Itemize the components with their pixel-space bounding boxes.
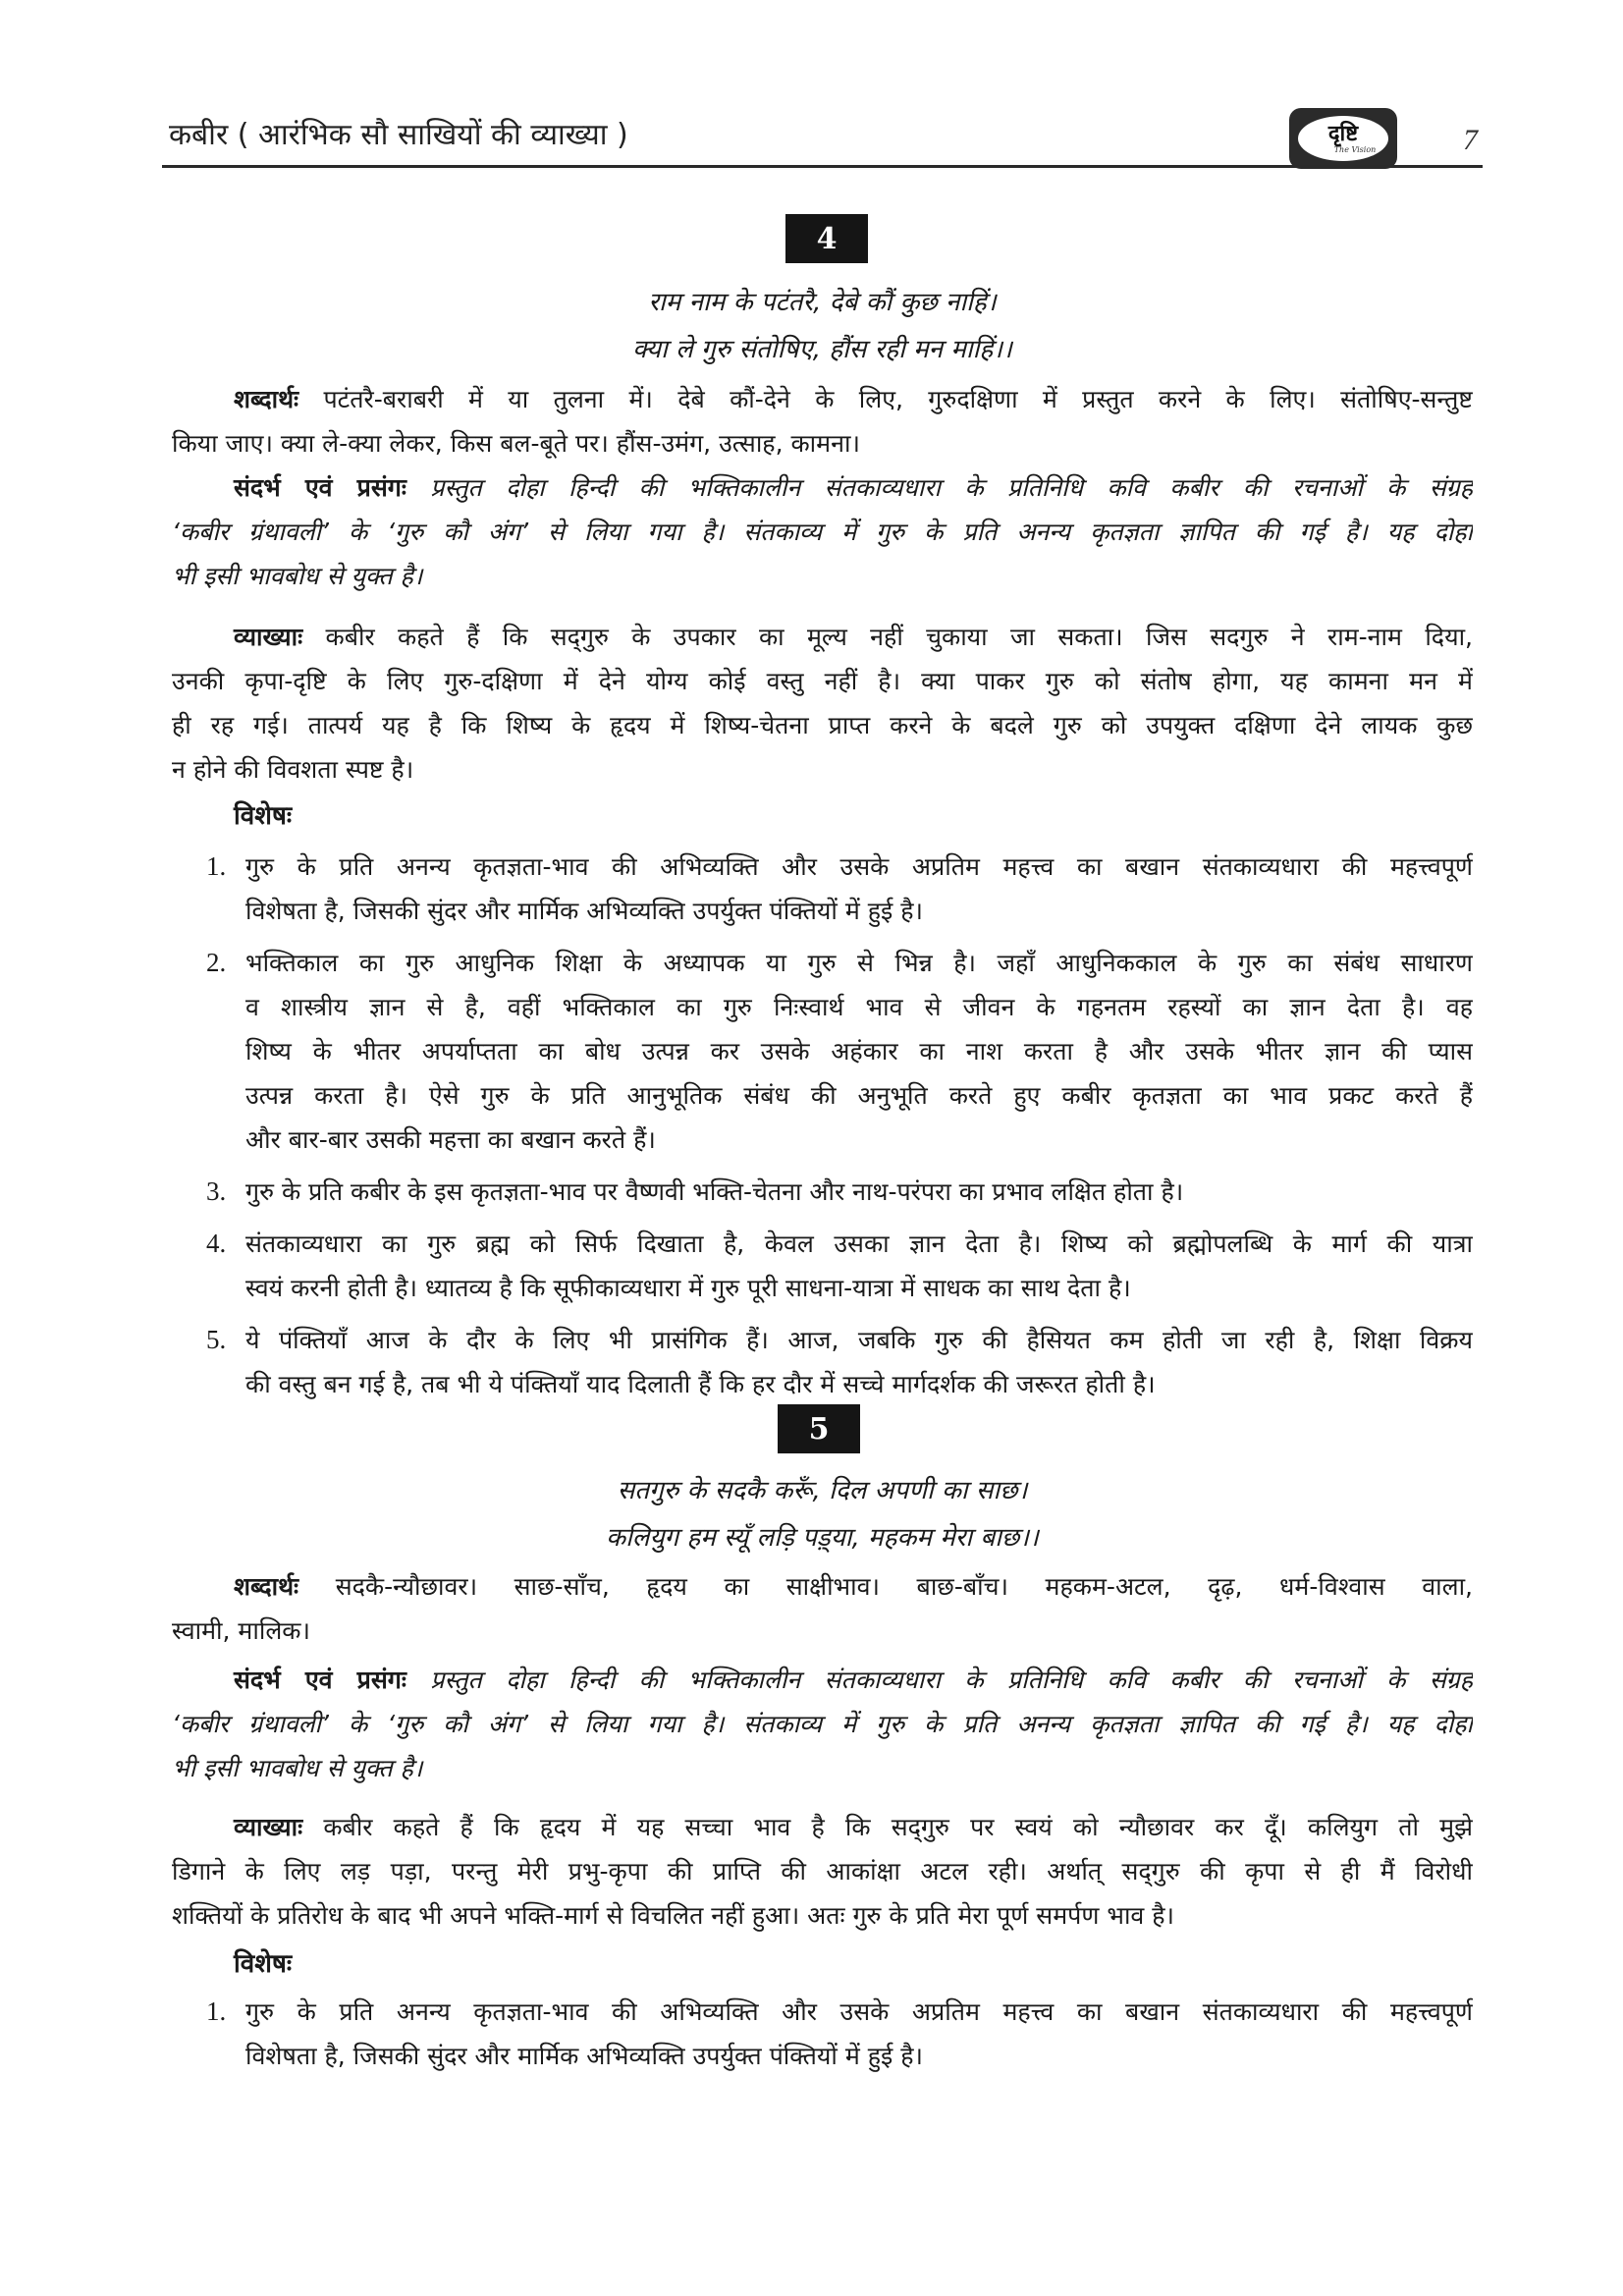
paragraph-line: शक्तियों के प्रतिरोध के बाद भी अपने भक्ति-मार्ग से विचलित नहीं हुआ। अतः गुरु के प्रति मेरा पूर्ण समर्पण भाव है। [172, 1901, 1175, 1930]
list-number: 1. [206, 1996, 227, 2026]
paragraph-line: ‘कबीर ग्रंथावली’ के ‘गुरु कौ अंग’ से लिया गया है। संतकाव्य में गुरु के प्रति अनन्य कृतज्ञता ज्ञापित की गई है। यह दोहा [172, 1710, 1473, 1738]
doha-couplet [162, 1467, 1483, 1561]
paragraph-line: व्याख्याः कबीर कहते हैं कि सद्‌गुरु के उपकार का मूल्य नहीं चुकाया जा सकता। जिस सदगुरु ने राम-नाम दिया, [234, 623, 1473, 651]
list-number: 5. [206, 1325, 227, 1354]
paragraph-line: न होने की विवशता स्पष्ट है। [172, 755, 414, 784]
list-item: 4. संतकाव्यधारा का गुरु ब्रह्म को सिर्फ दिखाता है, केवल उसका ज्ञान देता है। शिष्य को ब्रह्मोपलब्धि के मार्ग की यात्रा स्वयं करनी होती है। ध्यातव्य है कि सूफीकाव्यधारा में गुरु पूरी साधना-यात्रा में साधक का साथ देता है। [206, 1222, 1473, 1310]
paragraph-line: शब्दार्थः पटंतरै-बराबरी में या तुलना में। देबे कौं-देने के लिए, गुरुदक्षिणा में प्रस्तुत करने के लिए। संतोषिए-सन्तुष्ट [234, 385, 1473, 413]
vyakhya-paragraph [172, 615, 1473, 792]
shabdarth-paragraph [172, 1564, 1473, 1653]
doha-couplet [162, 279, 1483, 373]
paragraph-line: ‘कबीर ग्रंथावली’ के ‘गुरु कौ अंग’ से लिया गया है। संतकाव्य में गुरु के प्रति अनन्य कृतज्ञता ज्ञापित की गई है। यह दोहा [172, 518, 1473, 546]
page-number: 7 [1463, 124, 1478, 156]
logo-subtext: The Vision [1333, 144, 1377, 154]
publisher-logo [1289, 108, 1397, 169]
sandarbh-label: संदर्भ एवं प्रसंगः [234, 1666, 406, 1694]
list-item: 3. गुरु के प्रति कबीर के इस कृतज्ञता-भाव पर वैष्णवी भक्ति-चेतना और नाथ-परंपरा का प्रभाव लक्षित होता है। [206, 1170, 1473, 1214]
paragraph-line: व्याख्याः कबीर कहते हैं कि हृदय में यह सच्चा भाव है कि सद्‌गुरु पर स्वयं को न्यौछावर कर दूँ। कलियुग तो मुझे [234, 1813, 1473, 1841]
vishesh-list [206, 1990, 1473, 2086]
list-item: 2. भक्तिकाल का गुरु आधुनिक शिक्षा के अध्यापक या गुरु से भिन्न है। जहाँ आधुनिककाल के गुरु का संबंध साधारण व शास्त्रीय ज्ञान से है, वहीं भक्तिकाल का गुरु निःस्वार्थ भाव से जीवन के गहनतम रहस्यों का ज्ञान देता है। वह शिष्य के भीतर अपर्याप्तता का बोध उत्पन्न कर उसके अहंकार का नाश करता है और उसके भीतर ज्ञान की प्यास उत्पन्न करता है। ऐसे गुरु के प्रति आनुभूतिक संबंध की अनुभूति करते हुए कबीर कृतज्ञता का भाव प्रकट करते हैं और बार-बार उसकी महत्ता का बखान करते हैं। [206, 941, 1473, 1162]
list-item: 1. गुरु के प्रति अनन्य कृतज्ञता-भाव की अभिव्यक्ति और उसके अप्रतिम महत्त्व का बखान संतकाव्यधारा की महत्त्वपूर्ण विशेषता है, जिसकी सुंदर और मार्मिक अभिव्यक्ति उपर्युक्त पंक्तियों में हुई है। [206, 845, 1473, 933]
vyakhya-paragraph [172, 1805, 1473, 1938]
couplet-line: कलियुग हम स्यूँ लड़ि पड़्या, महकम मेरा बाछ।। [606, 1523, 1039, 1553]
list-item: 1. गुरु के प्रति अनन्य कृतज्ञता-भाव की अभिव्यक्ति और उसके अप्रतिम महत्त्व का बखान संतकाव्यधारा की महत्त्वपूर्ण विशेषता है, जिसकी सुंदर और मार्मिक अभिव्यक्ति उपर्युक्त पंक्तियों में हुई है। [206, 1990, 1473, 2078]
list-number: 1. [206, 851, 227, 881]
couplet-line: सतगुरु के सदकै करूँ, दिल अपणी का साछ। [617, 1476, 1028, 1505]
paragraph-line: शब्दार्थः सदकै-न्यौछावर। साछ-साँच, हृदय का साक्षीभाव। बाछ-बाँच। महकम-अटल, दृढ़, धर्म-विश्वास वाला, [234, 1572, 1473, 1601]
couplet-line: क्या ले गुरु संतोषिए, हौंस रही मन माहिं।। [632, 335, 1012, 364]
running-header-title: कबीर ( आरंभिक सौ साखियों की व्याख्या ) [169, 118, 628, 152]
vishesh-list [206, 845, 1473, 1414]
sandarbh-paragraph [172, 1658, 1473, 1790]
vishesh-heading: विशेषः [234, 1949, 293, 1979]
sandarbh-label: संदर्भ एवं प्रसंगः [234, 473, 406, 502]
paragraph-line: स्वामी, मालिक। [172, 1616, 310, 1645]
header-divider [162, 165, 1483, 168]
shabdarth-label: शब्दार्थः [234, 385, 299, 413]
logo-text: दृष्टि [1327, 121, 1359, 146]
paragraph-line: भी इसी भावबोध से युक्त है। [172, 562, 423, 590]
paragraph-line: ही रह गई। तात्पर्य यह है कि शिष्य के हृदय में शिष्य-चेतना प्राप्त करने के बदले गुरु को उपयुक्त दक्षिणा देने लायक कुछ [172, 711, 1473, 739]
shabdarth-paragraph [172, 377, 1473, 465]
shabdarth-label: शब्दार्थः [234, 1572, 299, 1601]
list-item: 5. ये पंक्तियाँ आज के दौर के लिए भी प्रासंगिक हैं। आज, जबकि गुरु की हैसियत कम होती जा रही है, शिक्षा विक्रय की वस्तु बन गई है, तब भी ये पंक्तियाँ याद दिलाती हैं कि हर दौर में सच्चे मार्गदर्शक की जरूरत होती है। [206, 1318, 1473, 1406]
vyakhya-label: व्याख्याः [234, 623, 303, 651]
couplet-line: राम नाम के पटंतरै, देबे कौं कुछ नाहिं। [648, 288, 997, 317]
list-number: 3. [206, 1176, 227, 1206]
paragraph-line: भी इसी भावबोध से युक्त है। [172, 1754, 423, 1782]
logo-oval [1298, 116, 1388, 161]
paragraph-line: संदर्भ एवं प्रसंगः प्रस्तुत दोहा हिन्दी की भक्तिकालीन संतकाव्यधारा के प्रतिनिधि कवि कबीर की रचनाओं के संग्रह [234, 473, 1473, 502]
paragraph-line: डिगाने के लिए लड़ पड़ा, परन्तु मेरी प्रभु-कृपा की प्राप्ति की आकांक्षा अटल रही। अर्थात् सद्‌गुरु की कृपा से ही मैं विरोधी [172, 1857, 1473, 1886]
vishesh-heading: विशेषः [234, 801, 293, 831]
list-number: 2. [206, 948, 227, 977]
paragraph-line: किया जाए। क्या ले-क्या लेकर, किस बल-बूते पर। हौंस-उमंग, उत्साह, कामना। [172, 429, 860, 458]
list-number: 4. [206, 1229, 227, 1258]
doha-number-badge: 4 [785, 214, 868, 263]
doha-number-badge: 5 [778, 1404, 860, 1453]
paragraph-line: संदर्भ एवं प्रसंगः प्रस्तुत दोहा हिन्दी की भक्तिकालीन संतकाव्यधारा के प्रतिनिधि कवि कबीर की रचनाओं के संग्रह [234, 1666, 1473, 1694]
paragraph-line: उनकी कृपा-दृष्टि के लिए गुरु-दक्षिणा में देने योग्य कोई वस्तु नहीं है। क्या पाकर गुरु को संतोष होगा, यह कामना मन में [172, 667, 1473, 695]
sandarbh-paragraph [172, 465, 1473, 598]
vyakhya-label: व्याख्याः [234, 1813, 303, 1841]
